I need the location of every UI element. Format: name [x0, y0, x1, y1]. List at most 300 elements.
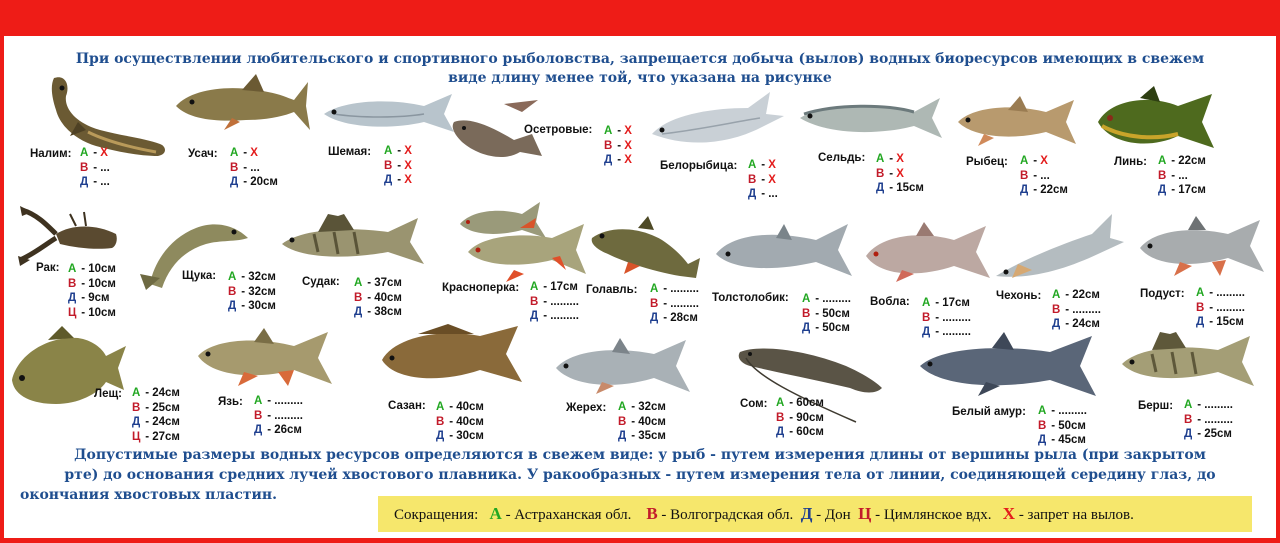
code-key-d: Д [604, 154, 613, 166]
code-key-b: В [80, 161, 89, 174]
code-key-a: А [1020, 155, 1029, 167]
code-sep: - [78, 263, 89, 275]
fish-name-sturgeon: Осетровые: [524, 124, 593, 136]
code-value: 40см [456, 401, 484, 413]
code-value: 32см [638, 401, 666, 413]
code-key-b: В [604, 139, 613, 152]
fish-name-asp: Жерех: [566, 402, 607, 414]
code-key-a: А [922, 297, 931, 309]
code-key-a: А [230, 147, 239, 159]
code-value: 50см [1058, 419, 1086, 432]
code-sep: - [540, 281, 551, 293]
code-sep: - [932, 297, 943, 309]
code-value: 30см [456, 430, 484, 442]
code-key-b: В [354, 291, 363, 304]
code-key-b: В [1196, 301, 1205, 314]
fish-name-pike: Щука: [182, 270, 217, 282]
code-value: 17см [1178, 184, 1206, 196]
ide-illustration-icon [194, 326, 336, 392]
code-sep: - [1048, 434, 1059, 446]
code-value: 30см [248, 300, 276, 312]
code-key-d: Д [384, 174, 393, 186]
fish-codes-grass-carp [1038, 404, 1087, 448]
code-sep: - [238, 300, 249, 312]
red-frame-left [0, 0, 4, 543]
code-value: Х [768, 173, 776, 186]
code-sep: - [540, 310, 551, 322]
fish-codes-carp [436, 400, 484, 444]
code-sep: - [394, 145, 405, 157]
fish-name-bream: Лещ: [94, 388, 122, 400]
fish-name-nase: Подуст: [1140, 288, 1185, 300]
rules-line-3: окончания хвостовых пластин. [20, 487, 278, 503]
code-value: ......... [550, 295, 579, 308]
code-key-a: А [1158, 155, 1167, 167]
code-sep: - [660, 283, 671, 295]
grass-carp-illustration-icon [916, 330, 1100, 402]
fish-codes-volga-zander [1184, 398, 1233, 442]
code-key-b: В [618, 415, 627, 428]
code-value: 26см [274, 424, 302, 436]
intro-line-2: виде длину менее той, что указана на рисунке [448, 70, 832, 86]
abbreviations-legend [378, 496, 1252, 532]
code-value: Х [624, 125, 632, 137]
legend-key-c: Ц [858, 504, 872, 523]
code-sep: - [90, 147, 101, 159]
vimba-illustration-icon [954, 96, 1080, 148]
code-sep: - [446, 401, 457, 413]
fish-name-carp: Сазан: [388, 400, 426, 412]
code-sep: - [758, 188, 769, 200]
chub-illustration-icon [588, 216, 702, 282]
code-key-a: А [604, 125, 613, 137]
herring-illustration-icon [796, 96, 944, 142]
code-key-a: А [618, 401, 627, 413]
fish-name-ide: Язь: [218, 396, 243, 408]
code-sep: - [1194, 413, 1205, 426]
code-sep: - [614, 154, 625, 166]
code-key-d: Д [922, 326, 931, 338]
code-value: 24см [1072, 318, 1100, 330]
code-sep: - [1048, 405, 1059, 417]
code-value: 22см [1040, 184, 1068, 196]
code-value: 28см [670, 312, 698, 324]
fish-name-rudd: Красноперка: [442, 282, 520, 294]
fish-codes-rudd [530, 280, 579, 324]
code-sep: - [1048, 419, 1059, 432]
code-sep: - [240, 161, 251, 174]
code-sep: - [394, 159, 405, 172]
code-key-d: Д [1196, 316, 1205, 328]
code-value: ......... [942, 326, 971, 338]
code-value: 25см [152, 401, 180, 414]
fish-name-silver-carp: Толстолобик: [712, 292, 789, 304]
code-key-a: А [650, 283, 659, 295]
code-sep: - [932, 326, 943, 338]
code-key-a: А [384, 145, 393, 157]
rules-line-2: рте) до основания средних лучей хвостового плавника. У ракообразных - путем измерения тела от линии, соединяющей середину глаз, до [64, 467, 1216, 483]
code-key-d: Д [254, 424, 263, 436]
code-sep: - [142, 387, 153, 399]
sabrefish-illustration-icon [992, 208, 1126, 284]
code-key-b: В [230, 161, 239, 174]
code-key-a: А [254, 395, 263, 407]
code-sep: - [78, 292, 89, 304]
code-value: 15см [1216, 316, 1244, 328]
code-sep: - [812, 322, 823, 334]
code-value: 22см [1072, 289, 1100, 301]
code-key-a: А [1196, 287, 1205, 299]
code-sep: - [264, 424, 275, 436]
legend-key-b: В [646, 504, 658, 523]
code-key-b: В [254, 409, 263, 422]
code-sep: - [660, 312, 671, 324]
code-value: Х [1040, 155, 1048, 167]
code-key-d: Д [1052, 318, 1061, 330]
code-value: Х [768, 159, 776, 171]
code-value: 60см [796, 397, 824, 409]
code-sep: - [628, 430, 639, 442]
code-sep: - [758, 173, 769, 186]
code-value: 22см [1178, 155, 1206, 167]
code-sep: - [886, 182, 897, 194]
code-value: ......... [942, 311, 971, 324]
fish-name-zander: Судак: [302, 276, 340, 288]
code-sep: - [1194, 399, 1205, 411]
asp-illustration-icon [552, 336, 692, 398]
fish-name-tench: Линь: [1114, 156, 1147, 168]
code-value: 45см [1058, 434, 1086, 446]
code-value: Х [624, 139, 632, 152]
carp-illustration-icon [378, 322, 526, 388]
code-key-d: Д [354, 306, 363, 318]
code-sep: - [786, 397, 797, 409]
fish-codes-pike [228, 270, 276, 314]
code-sep: - [364, 277, 375, 289]
code-key-d: Д [776, 426, 785, 438]
code-value: ......... [822, 293, 851, 305]
code-sep: - [758, 159, 769, 171]
code-sep: - [628, 415, 639, 428]
legend-key-a: А [489, 504, 502, 523]
code-sep: - [1206, 301, 1217, 314]
whitefish-illustration-icon [648, 88, 788, 154]
code-key-a: А [876, 153, 885, 165]
code-value: Х [100, 147, 108, 159]
code-value: 50см [822, 322, 850, 334]
code-value: ......... [274, 395, 303, 407]
code-value: 15см [896, 182, 924, 194]
code-key-b: В [1038, 419, 1047, 432]
fish-codes-bream [132, 386, 180, 444]
fish-codes-asp [618, 400, 666, 444]
rudd-illustration-icon [456, 194, 590, 284]
code-sep: - [446, 430, 457, 442]
code-key-d: Д [1020, 184, 1029, 196]
legend-key-x: Х [1002, 504, 1016, 523]
code-value: 40см [374, 291, 402, 304]
code-value: ......... [1216, 287, 1245, 299]
fish-name-herring: Сельдь: [818, 152, 866, 164]
code-sep: - [1206, 316, 1217, 328]
code-value: ... [100, 176, 110, 188]
code-key-a: А [80, 147, 89, 159]
fish-name-chub: Голавль: [586, 284, 638, 296]
code-value: Х [250, 147, 258, 159]
code-key-a: А [354, 277, 363, 289]
red-frame-right [1276, 0, 1280, 543]
fish-name-vimba: Рыбец: [966, 156, 1008, 168]
fish-codes-ide [254, 394, 303, 438]
code-key-b: В [436, 415, 445, 428]
code-sep: - [614, 139, 625, 152]
fish-codes-crayfish [68, 262, 116, 320]
fish-codes-catfish [776, 396, 824, 440]
code-key-c: Ц [68, 306, 77, 319]
code-value: 35см [638, 430, 666, 442]
code-sep: - [1062, 318, 1073, 330]
fish-codes-burbot [80, 146, 110, 190]
code-value: 40см [456, 415, 484, 428]
code-key-d: Д [530, 310, 539, 322]
fish-name-burbot: Налим: [30, 148, 72, 160]
code-key-b: В [132, 401, 141, 414]
code-value: ... [250, 161, 260, 174]
code-sep: - [364, 291, 375, 304]
fish-name-volga-zander: Берш: [1138, 400, 1174, 412]
code-key-a: А [68, 263, 77, 275]
legend-label: Сокращения: [394, 507, 479, 523]
fish-codes-sabrefish [1052, 288, 1101, 332]
code-key-d: Д [68, 292, 77, 304]
code-value: Х [404, 174, 412, 186]
fish-name-catfish: Сом: [740, 398, 768, 410]
code-key-b: В [384, 159, 393, 172]
code-value: 24см [152, 416, 180, 428]
fish-name-whitefish: Белорыбица: [660, 160, 738, 172]
code-sep: - [1030, 184, 1041, 196]
code-key-a: А [228, 271, 237, 283]
fish-codes-chub [650, 282, 699, 326]
code-key-a: А [530, 281, 539, 293]
shemaya-illustration-icon [320, 92, 460, 136]
crayfish-illustration-icon [16, 204, 122, 268]
code-key-b: В [1184, 413, 1193, 426]
volga-zander-illustration-icon [1118, 330, 1258, 392]
fish-name-grass-carp: Белый амур: [952, 406, 1026, 418]
legend-text-d: - Дон [812, 507, 851, 523]
code-sep: - [264, 395, 275, 407]
code-key-b: В [1158, 169, 1167, 182]
code-key-b: В [876, 167, 885, 180]
red-frame-bottom [0, 538, 1280, 543]
code-value: ......... [550, 310, 579, 322]
fish-name-crayfish: Рак: [36, 262, 60, 274]
code-value: 50см [822, 307, 850, 320]
code-value: 37см [374, 277, 402, 289]
code-sep: - [238, 271, 249, 283]
fish-codes-nase [1196, 286, 1245, 330]
code-value: Х [404, 145, 412, 157]
code-value: 17см [550, 281, 578, 293]
code-sep: - [264, 409, 275, 422]
code-key-d: Д [876, 182, 885, 194]
code-key-a: А [132, 387, 141, 399]
fish-codes-zander [354, 276, 402, 320]
code-key-b: В [922, 311, 931, 324]
code-value: 20см [250, 176, 278, 188]
fish-codes-tench [1158, 154, 1206, 198]
code-key-a: А [436, 401, 445, 413]
code-value: 10см [88, 277, 116, 290]
red-frame-top [0, 0, 1280, 36]
code-key-c: Ц [132, 430, 141, 443]
code-key-b: В [68, 277, 77, 290]
code-key-d: Д [650, 312, 659, 324]
code-sep: - [786, 426, 797, 438]
code-value: ......... [1072, 303, 1101, 316]
code-sep: - [812, 307, 823, 320]
code-key-d: Д [1038, 434, 1047, 446]
code-sep: - [1168, 155, 1179, 167]
code-key-b: В [1052, 303, 1061, 316]
code-value: 17см [942, 297, 970, 309]
code-sep: - [90, 161, 101, 174]
code-value: 38см [374, 306, 402, 318]
code-value: ......... [274, 409, 303, 422]
code-value: 10см [88, 306, 116, 319]
fish-codes-sturgeon [604, 124, 632, 168]
code-sep: - [886, 153, 897, 165]
legend-key-d: Д [800, 504, 813, 523]
code-key-b: В [530, 295, 539, 308]
fish-codes-barbel [230, 146, 278, 190]
code-sep: - [142, 430, 153, 443]
code-key-a: А [748, 159, 757, 171]
code-value: 10см [88, 263, 116, 275]
code-sep: - [238, 285, 249, 298]
rules-line-1: Допустимые размеры водных ресурсов определяются в свежем виде: у рыб - путем измерения длины от вершины рыла (при закрытом [74, 447, 1206, 463]
barbel-illustration-icon [172, 70, 312, 136]
code-sep: - [1062, 303, 1073, 316]
code-value: ......... [1204, 399, 1233, 411]
code-sep: - [1194, 428, 1205, 440]
code-key-d: Д [748, 188, 757, 200]
code-sep: - [364, 306, 375, 318]
legend-text-c: - Цимлянское вдх. [871, 507, 992, 523]
code-sep: - [1030, 169, 1041, 182]
code-sep: - [142, 416, 153, 428]
code-value: Х [624, 154, 632, 166]
code-value: 60см [796, 426, 824, 438]
code-key-a: А [1038, 405, 1047, 417]
code-sep: - [240, 176, 251, 188]
code-value: ... [100, 161, 110, 174]
code-value: Х [896, 153, 904, 165]
nase-illustration-icon [1136, 214, 1266, 284]
code-key-d: Д [802, 322, 811, 334]
code-sep: - [1168, 169, 1179, 182]
legend-text-x: - запрет на вылов. [1015, 507, 1134, 523]
code-sep: - [812, 293, 823, 305]
fish-name-barbel: Усач: [188, 148, 218, 160]
code-key-b: В [776, 411, 785, 424]
code-key-d: Д [436, 430, 445, 442]
fish-name-sabrefish: Чехонь: [996, 290, 1042, 302]
code-key-b: В [802, 307, 811, 320]
code-key-a: А [1052, 289, 1061, 301]
code-value: 90см [796, 411, 824, 424]
fish-codes-whitefish [748, 158, 778, 202]
code-value: 32см [248, 271, 276, 283]
code-sep: - [394, 174, 405, 186]
roach-illustration-icon [862, 220, 994, 286]
code-sep: - [614, 125, 625, 137]
code-value: Х [896, 167, 904, 180]
code-key-d: Д [618, 430, 627, 442]
code-sep: - [1030, 155, 1041, 167]
code-value: 32см [248, 285, 276, 298]
code-key-a: А [776, 397, 785, 409]
code-sep: - [540, 295, 551, 308]
code-value: Х [404, 159, 412, 172]
legend-text-b: - Волгоградская обл. [657, 507, 794, 523]
code-sep: - [142, 401, 153, 414]
silver-carp-illustration-icon [712, 220, 858, 280]
code-value: 40см [638, 415, 666, 428]
code-sep: - [446, 415, 457, 428]
code-sep: - [1062, 289, 1073, 301]
code-value: ... [1040, 169, 1050, 182]
code-sep: - [886, 167, 897, 180]
fish-codes-herring [876, 152, 924, 196]
code-key-d: Д [1184, 428, 1193, 440]
code-key-d: Д [132, 416, 141, 428]
code-key-d: Д [80, 176, 89, 188]
fish-codes-silver-carp [802, 292, 851, 336]
code-key-d: Д [1158, 184, 1167, 196]
code-value: 24см [152, 387, 180, 399]
intro-line-1: При осуществлении любительского и спортивного рыболовства, запрещается добыча (вылов) водных биоресурсов имеющих в свежем [75, 51, 1205, 67]
code-sep: - [786, 411, 797, 424]
code-value: ... [768, 188, 778, 200]
code-value: ......... [1058, 405, 1087, 417]
code-value: ......... [670, 297, 699, 310]
code-value: ......... [1216, 301, 1245, 314]
legend-text-a: - Астраханская обл. [501, 507, 632, 523]
code-key-b: В [228, 285, 237, 298]
code-key-d: Д [230, 176, 239, 188]
code-value: ... [1178, 169, 1188, 182]
code-sep: - [660, 297, 671, 310]
fish-codes-shemaya [384, 144, 412, 188]
code-value: ......... [1204, 413, 1233, 426]
code-sep: - [1168, 184, 1179, 196]
code-sep: - [240, 147, 251, 159]
code-value: 25см [1204, 428, 1232, 440]
fish-codes-vimba [1020, 154, 1068, 198]
code-value: 27см [152, 430, 180, 443]
tench-illustration-icon [1094, 86, 1220, 156]
code-key-d: Д [228, 300, 237, 312]
code-key-b: В [1020, 169, 1029, 182]
code-sep: - [78, 277, 89, 290]
fish-name-roach: Вобла: [870, 296, 910, 308]
code-value: ......... [670, 283, 699, 295]
code-sep: - [628, 401, 639, 413]
code-sep: - [78, 306, 89, 319]
code-sep: - [932, 311, 943, 324]
